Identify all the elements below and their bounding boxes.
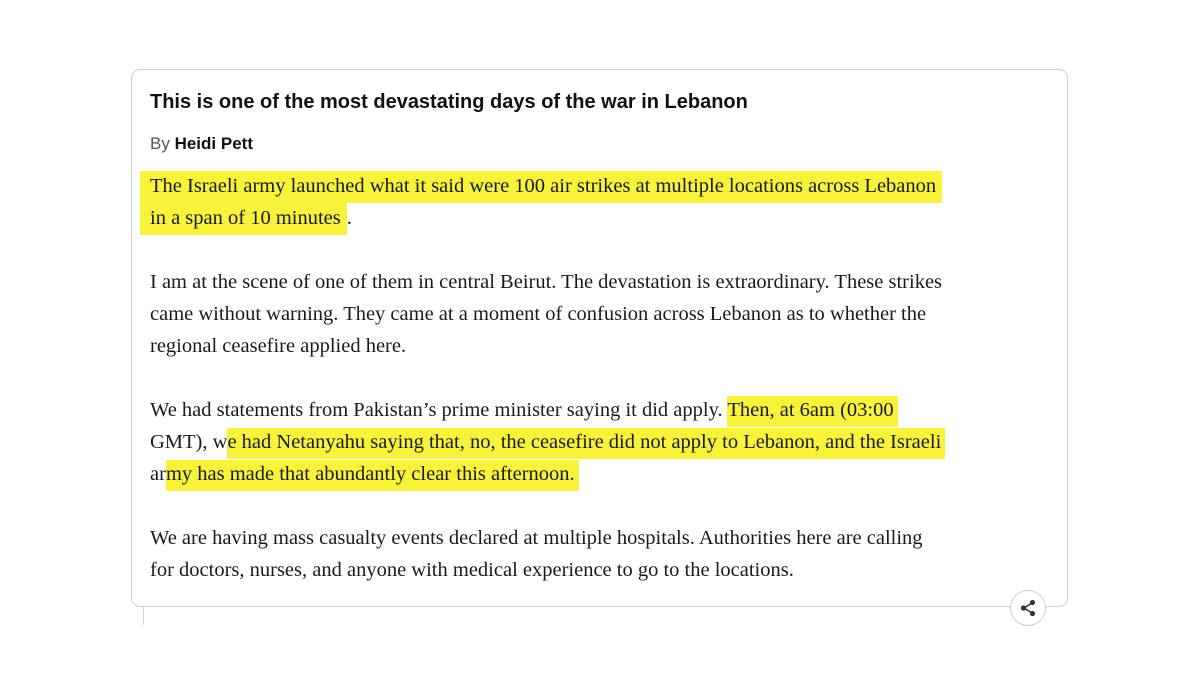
- highlight: in a span of 10 minutes: [140, 203, 347, 235]
- paragraph-text: regional ceasefire applied here.: [150, 335, 407, 357]
- share-button[interactable]: [1010, 590, 1046, 626]
- article-body: [150, 170, 1055, 618]
- paragraph-4: [150, 522, 1055, 586]
- paragraph-1: [150, 170, 1055, 234]
- highlight: Then, at 6am (03:00: [727, 396, 897, 427]
- card-divider: [143, 607, 144, 625]
- paragraph-text: We are having mass casualty events declared at multiple hospitals. Authorities here are calling: [150, 527, 923, 549]
- paragraph-text: We had statements from Pakistan’s prime minister saying it did apply.: [150, 399, 728, 421]
- share-icon: [1018, 598, 1038, 618]
- paragraph-text: for doctors, nurses, and anyone with medical experience to go to the locations.: [150, 559, 794, 581]
- paragraph-text: .: [346, 207, 352, 229]
- paragraph-text: I am at the scene of one of them in central Beirut. The devastation is extraordinary. These strikes: [150, 271, 943, 293]
- highlight: The Israeli army launched what it said were 100 air strikes at multiple locations across Lebanon: [140, 171, 942, 203]
- byline-prefix: By: [150, 134, 170, 153]
- highlight: e had Netanyahu saying that, no, the ceasefire did not apply to Lebanon, and the Israeli: [227, 428, 945, 459]
- highlight: my has made that abundantly clear this afternoon.: [166, 460, 579, 491]
- article-headline: This is one of the most devastating days of the war in Lebanon: [150, 91, 748, 113]
- paragraph-text: ar: [150, 463, 166, 485]
- author-name[interactable]: Heidi Pett: [174, 134, 253, 153]
- paragraph-text: came without warning. They came at a moment of confusion across Lebanon as to whether the: [150, 303, 927, 325]
- paragraph-text: GMT), w: [150, 431, 228, 453]
- paragraph-2: [150, 266, 1055, 362]
- byline: [150, 133, 253, 155]
- paragraph-3: [150, 394, 1055, 490]
